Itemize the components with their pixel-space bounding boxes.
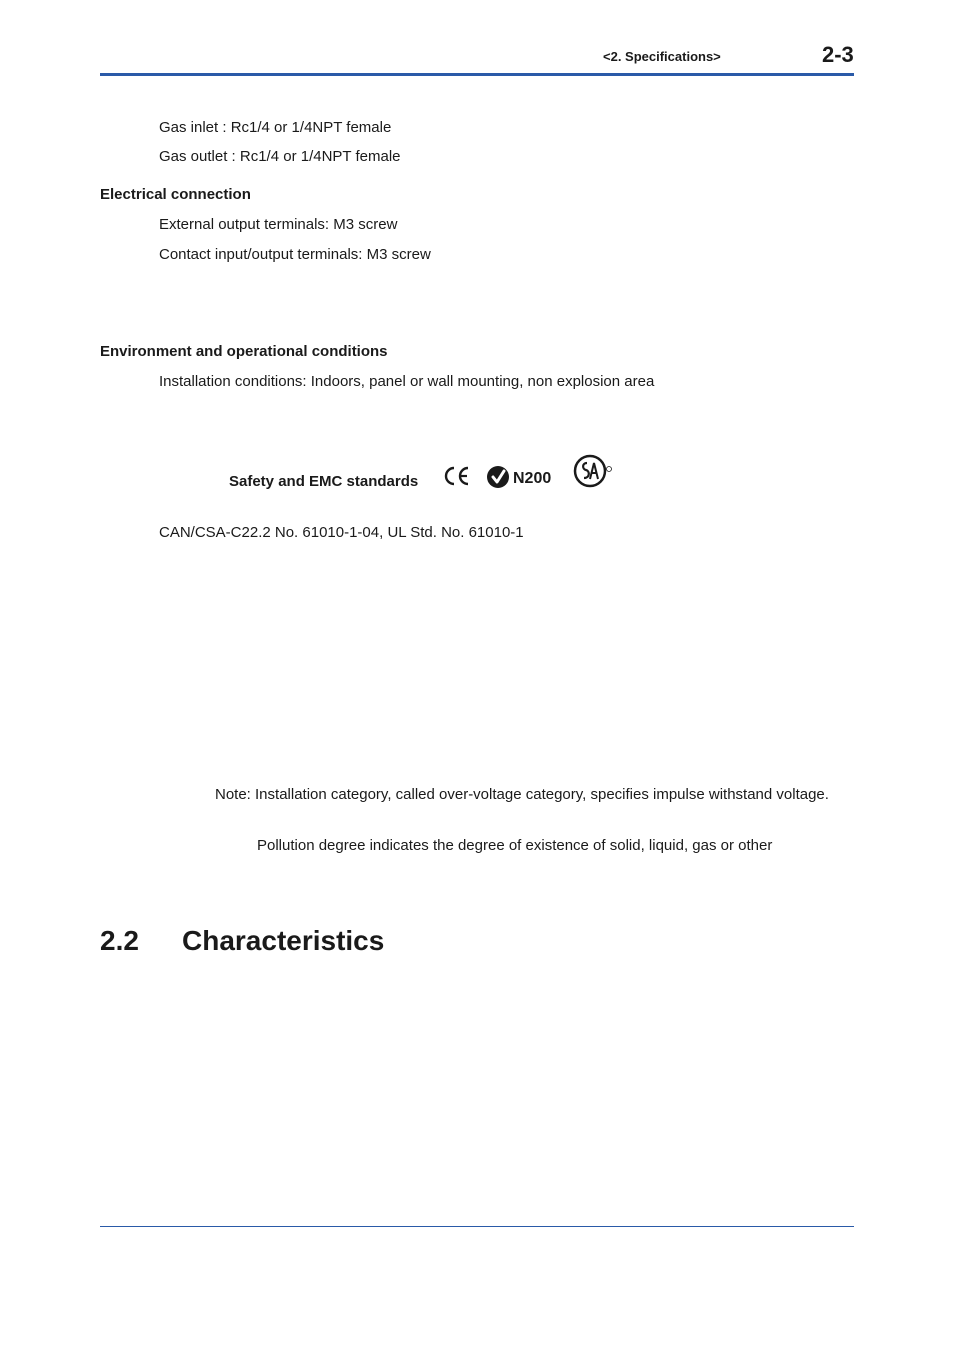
electrical-connection-heading: Electrical connection — [100, 186, 251, 203]
external-output-text: External output terminals: M3 screw — [159, 216, 398, 233]
page-number: 2-3 — [822, 42, 854, 67]
header-rule — [100, 73, 854, 76]
safety-emc-label: Safety and EMC standards — [229, 473, 419, 490]
contact-io-text: Contact input/output terminals: M3 screw — [159, 246, 431, 263]
environment-heading: Environment and operational conditions — [100, 343, 388, 360]
header-section-label: <2. Specifications> — [603, 49, 721, 64]
installation-conditions-text: Installation conditions: Indoors, panel or wall mounting, non explosion area — [159, 373, 655, 390]
section-title: Characteristics — [182, 925, 385, 956]
footer-rule — [100, 1226, 854, 1227]
installation-category-note: Note: Installation category, called over-voltage category, specifies impulse withstand voltage. — [215, 786, 829, 803]
pollution-degree-note: Pollution degree indicates the degree of existence of solid, liquid, gas or other — [257, 837, 773, 854]
csa-standard-text: CAN/CSA-C22.2 No. 61010-1-04, UL Std. No. 61010-1 — [159, 524, 524, 541]
section-number: 2.2 — [100, 925, 139, 956]
gas-inlet-text: Gas inlet : Rc1/4 or 1/4NPT female — [159, 119, 392, 136]
gas-outlet-text: Gas outlet : Rc1/4 or 1/4NPT female — [159, 148, 401, 165]
c-tick-code: N200 — [513, 470, 552, 487]
c-tick-icon — [486, 465, 510, 489]
ce-mark-icon — [443, 465, 471, 487]
csa-mark-icon — [573, 452, 615, 490]
